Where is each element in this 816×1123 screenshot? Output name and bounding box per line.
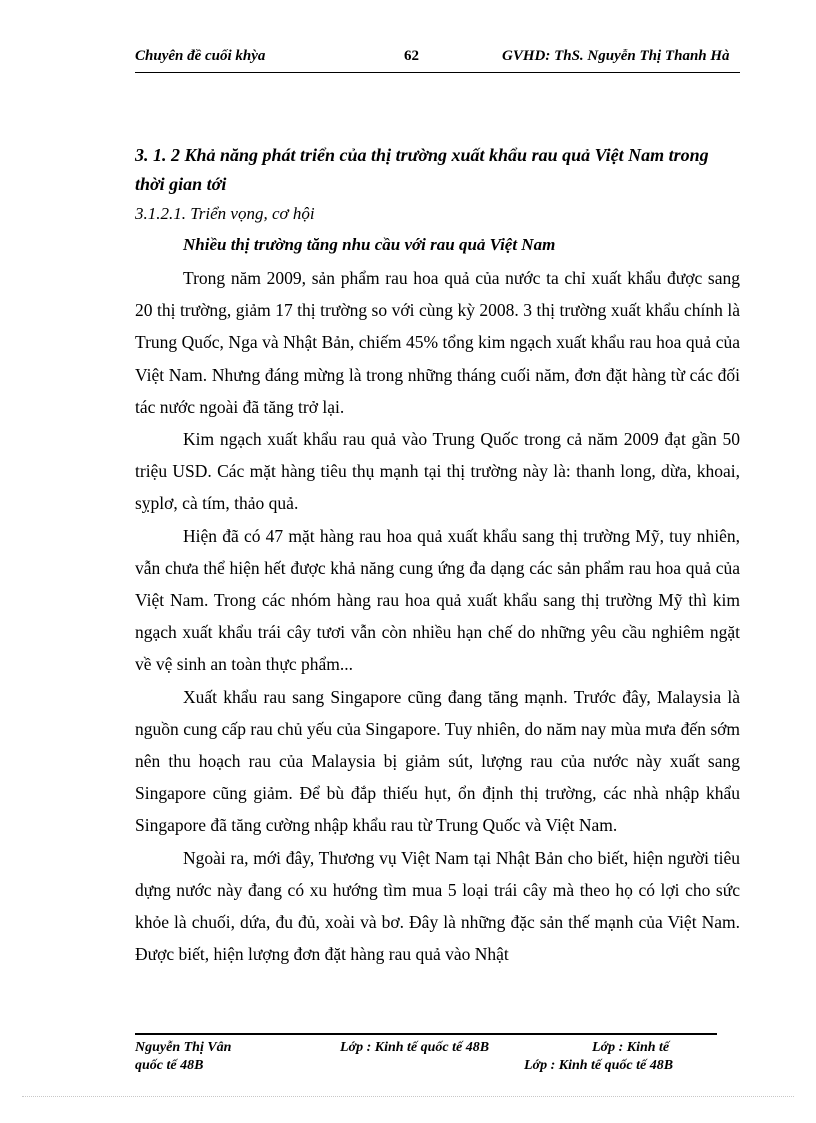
footer-class-repeat-2: Lớp : Kinh tế quốc tế 48B [524,1058,674,1073]
footer-author-continued: quốc tế 48B [135,1058,204,1073]
page-boundary [22,1096,794,1097]
paragraph: Xuất khẩu rau sang Singapore cũng đang tăng mạnh. Trước đây, Malaysia là nguồn cung cấp rau chủ yếu của Singapore. Tuy nhiên, do năm nay mùa mưa đến sớm nên thu hoạch rau của Malaysia bị giảm sút, lượng rau của nước này xuất sang Singapore cũng giảm. Để bù đắp thiếu hụt, ổn định thị trường, các nhà nhập khẩu Singapore đã tăng cường nhập khẩu rau từ Trung Quốc và Việt Nam. [135,686,740,836]
paragraph: Trong năm 2009, sản phẩm rau hoa quả của nước ta chỉ xuất khẩu được sang 20 thị trường, giảm 17 thị trường so với cùng kỳ 2008. 3 thị trường xuất khẩu chính là Trung Quốc, Nga và Nhật Bản, chiếm 45% tổng kim ngạch xuất khẩu rau hoa quả của Việt Nam. Nhưng đáng mừng là trong những tháng cuối năm, đơn đặt hàng từ các đối tác nước ngoài đã tăng trở lại. [135,268,740,417]
paragraph-heading: Nhiều thị trường tăng nhu cầu với rau quả Việt Nam [183,235,556,254]
subsection-title: 3.1.2.1. Triển vọng, cơ hội [135,204,315,223]
body-text [135,262,740,970]
section-title: 3. 1. 2 Khả năng phát triển của thị trường xuất khẩu rau quả Việt Nam trong thời gian tới [135,145,709,194]
header-title: Chuyên đề cuối khỳa [135,48,266,64]
footer-class-repeat: Lớp : Kinh tế [592,1040,670,1055]
footer-author: Nguyễn Thị Vân [135,1040,232,1055]
paragraph: Kim ngạch xuất khẩu rau quả vào Trung Quốc trong cả năm 2009 đạt gần 50 triệu USD. Các mặt hàng tiêu thụ mạnh tại thị trường này là: thanh long, dừa, khoai, sỵplơ, cà tím, thảo quả. [135,429,740,514]
header-advisor: GVHD: ThS. Nguyễn Thị Thanh Hà [502,48,730,64]
paragraph: Hiện đã có 47 mặt hàng rau hoa quả xuất khẩu sang thị trường Mỹ, tuy nhiên, vẫn chưa thể hiện hết được khả năng cung ứng đa dạng các sản phẩm rau hoa quả của Việt Nam. Trong các nhóm hàng rau hoa quả xuất khẩu sang thị trường Mỹ thì kim ngạch xuất khẩu trái cây tươi vẫn còn nhiều hạn chế do những yêu cầu nghiêm ngặt về vệ sinh an toàn thực phẩm... [135,525,740,675]
footer-class: Lớp : Kinh tế quốc tế 48B [340,1040,490,1055]
paragraph: Ngoài ra, mới đây, Thương vụ Việt Nam tại Nhật Bản cho biết, hiện người tiêu dựng nước này đang có xu hướng tìm mua 5 loại trái cây mà theo họ có lợi cho sức khỏe là chuối, dứa, đu đủ, xoài và bơ. Đây là những đặc sản thế mạnh của Việt Nam. Được biết, hiện lượng đơn đặt hàng rau quả vào Nhật [135,847,740,965]
page-number: 62 [404,48,419,64]
footer-divider [135,1033,717,1035]
header-divider [135,72,740,73]
